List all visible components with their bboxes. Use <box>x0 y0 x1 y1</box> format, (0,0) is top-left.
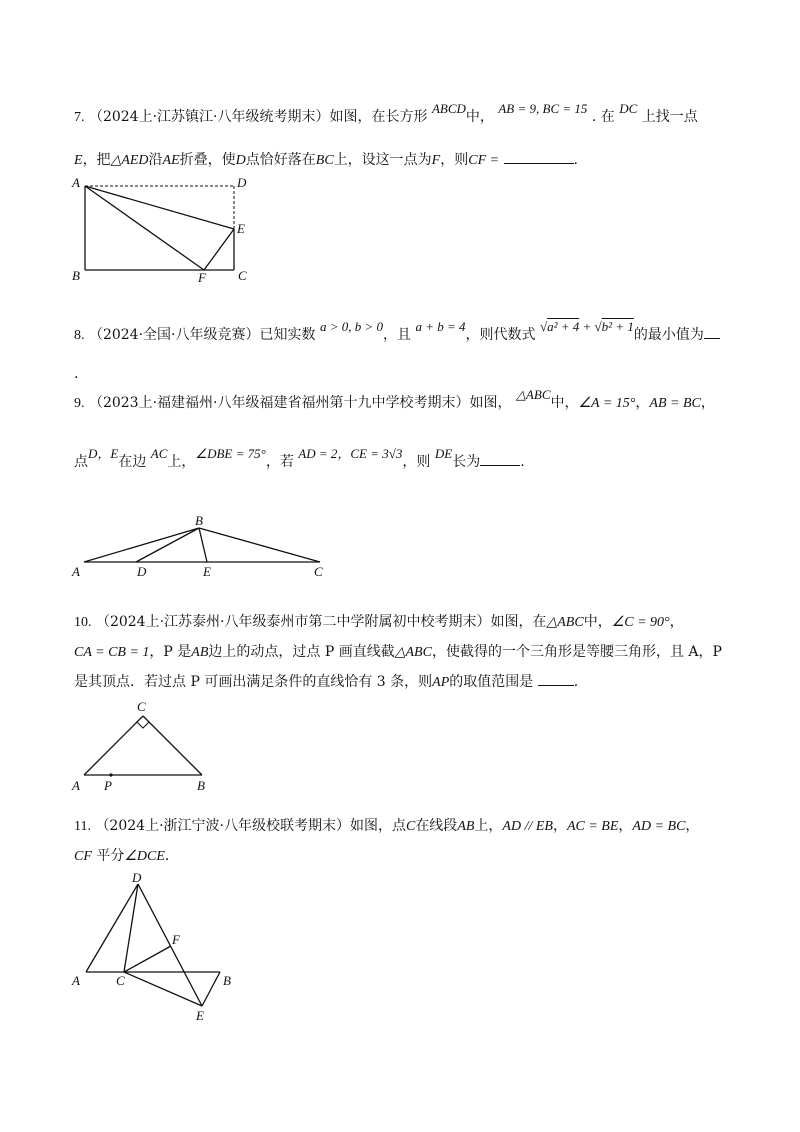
q9-line2-d: ，若 <box>265 454 294 470</box>
q9-eq: AB = BC <box>649 396 701 411</box>
q10-line2-b: ，P 是 <box>149 644 192 660</box>
q7-number: 7. <box>74 110 85 125</box>
q11-text1: 如图，点 <box>349 818 406 834</box>
q8-text3: ，则代数式 <box>465 327 536 343</box>
q10-label-a: A <box>72 778 80 793</box>
q8-answer-blank[interactable] <box>704 326 720 339</box>
q7-pt-d: D <box>235 153 246 168</box>
q9-line2-e: ，则 <box>402 454 431 470</box>
q9-figure <box>68 512 338 582</box>
q7-pt-e: E <box>74 153 83 168</box>
q8-cond: a > 0, b > 0 <box>319 319 383 334</box>
q7-text4: 上找一点 <box>641 109 698 125</box>
q11-edge-ce <box>124 972 202 1006</box>
q11-edge-de <box>138 884 202 1006</box>
q11-c3: ， <box>685 818 700 834</box>
q10-line2-c: 边上的动点，过点 P 画直线截 <box>208 644 395 660</box>
q7-line2 <box>74 151 578 170</box>
q8-text1: 已知实数 <box>259 327 316 343</box>
q7-source: （2024上·江苏镇江·八年级统考期末） <box>88 109 330 125</box>
q7-rect-name: ABCD <box>431 101 466 116</box>
q11-source: （2024上·浙江宁波·八年级校联考期末） <box>95 818 350 834</box>
q11-edge-eb <box>202 972 220 1006</box>
q7-label-e: E <box>237 221 245 236</box>
q7-text3: . 在 <box>591 109 615 125</box>
q10-label-b: B <box>197 778 205 793</box>
q8-line2 <box>74 365 78 383</box>
q10-tri: △ABC <box>546 615 584 630</box>
q10-line3-b: 的取值范围是 <box>449 674 534 690</box>
q7-line2-f: ，则 <box>440 152 469 168</box>
q7-side-bc: BC <box>315 153 334 168</box>
q7-label-c: C <box>238 268 247 282</box>
q10-number: 10. <box>74 615 92 630</box>
q9-end: . <box>520 454 525 470</box>
q7-label-d: D <box>237 175 247 190</box>
q7-figure <box>68 172 268 282</box>
q7-label-f: F <box>198 270 206 282</box>
q7-ask: CF = <box>468 153 500 168</box>
q11-label-d: D <box>132 870 142 885</box>
q11-pt-c: C <box>405 819 416 834</box>
q9-label-d: D <box>137 564 147 579</box>
q11-label-b: B <box>223 973 231 988</box>
q11-bisects: 平分 <box>96 848 125 864</box>
q10-line2-d: ，使截得的一个三角形是等腰三角形，且 A，P <box>431 644 722 660</box>
q9-edge-ab <box>84 528 199 562</box>
q7-line2-a: ，把 <box>82 152 111 168</box>
q10-point-p <box>109 773 112 776</box>
q9-label-c: C <box>314 564 323 579</box>
q9-source: （2023上·福建福州·八年级福建省福州第十九中学校考期末） <box>88 395 470 411</box>
q11-label-a: A <box>72 973 80 988</box>
q11-edge-cf <box>124 946 171 972</box>
q7-given: AB = 9, BC = 15 <box>498 101 588 116</box>
q10-tri2: △ABC <box>394 645 432 660</box>
q9-angle: ∠DBE = 75° <box>195 446 266 461</box>
q10-line3-a: 是其顶点．若过点 P 可画出满足条件的直线恰有 3 条，则 <box>74 674 433 690</box>
q8-expr: √a² + 4 + √b² + 1 <box>539 319 634 334</box>
q10-end: . <box>573 674 579 690</box>
q11-text2: 在线段 <box>415 818 458 834</box>
q11-c2: ， <box>618 818 633 834</box>
q11-edge-dc <box>124 884 138 972</box>
q9-line2-f: 长为 <box>452 454 481 470</box>
q8-text2: ，且 <box>382 327 411 343</box>
q7-edge-af <box>85 186 204 270</box>
q11-label-f: F <box>172 932 180 947</box>
q9-line2-b: 在边 <box>118 454 147 470</box>
q7-label-b: B <box>72 268 80 282</box>
q9-comma: ， <box>635 395 650 411</box>
q7-line2-e: 上，设这一点为 <box>333 152 432 168</box>
q10-edge-ac <box>84 716 143 775</box>
q8-line1 <box>74 319 720 345</box>
q9-side: AC <box>150 446 168 461</box>
q11-c1: ， <box>552 818 567 834</box>
q11-label-e: E <box>196 1008 204 1020</box>
q7-edge-ae <box>85 186 234 229</box>
q9-angle-a: ∠A = 15° <box>578 396 636 411</box>
q11-par: AD // EB <box>502 819 553 834</box>
q10-text2: 中， <box>583 614 612 630</box>
q10-text1: 如图，在 <box>490 614 547 630</box>
q10-line3 <box>74 673 578 692</box>
q11-line1 <box>74 817 699 836</box>
q10-right-angle-mark <box>137 722 149 728</box>
q7-line2-b: 沿 <box>148 152 163 168</box>
q9-vals: AD = 2，CE = 3√3 <box>298 446 403 461</box>
q9-edge-bd <box>136 528 199 562</box>
q7-pt-f: F <box>431 153 441 168</box>
q10-answer-blank[interactable] <box>538 673 574 686</box>
q9-label-b: B <box>195 513 203 528</box>
q11-line2 <box>74 847 179 866</box>
q9-number: 9. <box>74 396 85 411</box>
q8-source: （2024·全国·八年级竞赛） <box>88 327 260 343</box>
q10-figure <box>68 697 218 797</box>
q10-label-p: P <box>104 778 112 793</box>
q10-line2 <box>74 643 722 662</box>
q10-ap: AP <box>432 675 450 690</box>
q11-number: 11. <box>74 819 91 834</box>
q11-text3: 上， <box>474 818 503 834</box>
q8-expr1: a² + 4 <box>547 319 580 334</box>
q7-tri: △AED <box>110 153 149 168</box>
q9-seg: DE <box>434 446 453 461</box>
q10-source: （2024上·江苏泰州·八年级泰州市第二中学附属初中校考期末） <box>95 614 491 630</box>
q11-cf: CF <box>74 849 92 864</box>
q8-end: . <box>74 366 79 382</box>
q7-text2: 中， <box>465 109 494 125</box>
q7-label-a: A <box>72 175 80 190</box>
q7-side: DC <box>619 101 638 116</box>
q11-eq2: AD = BC <box>632 819 686 834</box>
q7-text1: 如图，在长方形 <box>329 109 428 125</box>
q10-label-c: C <box>137 699 146 714</box>
q8-text4: 的最小值为 <box>633 327 704 343</box>
q7-line2-d: 点恰好落在 <box>245 152 316 168</box>
q11-angle: ∠DCE <box>124 849 165 864</box>
q9-label-a: A <box>72 564 80 579</box>
q10-line2-a: CA = CB = 1 <box>74 645 150 660</box>
q8-expr2: b² + 1 <box>601 319 634 334</box>
q11-end: ． <box>164 848 179 864</box>
q9-line2-a: 点 <box>74 454 88 470</box>
q9-edge-bc <box>199 528 320 562</box>
q9-text2: 中， <box>550 395 579 411</box>
q9-text1: 如图， <box>469 395 512 411</box>
q8-sum: a + b = 4 <box>415 319 466 334</box>
q9-answer-blank[interactable] <box>480 453 520 466</box>
q10-edge-cb <box>143 716 202 775</box>
q7-line1 <box>74 101 698 127</box>
q11-edge-ad <box>86 884 138 972</box>
q10-line1: 10. （2024上·江苏泰州·八年级泰州市第二中学附属初中校考期末）如图，在△ABC中，∠C = 90°， <box>74 614 684 630</box>
q9-line2-c: 上， <box>167 454 196 470</box>
q9-line2 <box>74 446 525 471</box>
q11-eq1: AC = BE <box>566 819 619 834</box>
q9-tri: △ABC <box>515 387 551 402</box>
q7-edge-fe <box>204 229 234 270</box>
q8-plus: + <box>582 319 592 334</box>
q9-pts: D，E <box>88 446 119 461</box>
q9-label-e: E <box>203 564 211 579</box>
q7-fold-line: AE <box>162 153 180 168</box>
q10-seg: AB <box>191 645 209 660</box>
q8-number: 8. <box>74 328 85 343</box>
q11-seg: AB <box>457 819 475 834</box>
q10-angle-c: ∠C = 90° <box>611 615 670 630</box>
q9-edge-be <box>199 528 207 562</box>
q11-figure <box>66 870 246 1020</box>
q11-label-c: C <box>116 973 125 988</box>
q7-line2-c: 折叠，使 <box>179 152 236 168</box>
q9-line1: 9. （2023上·福建福州·八年级福建省福州第十九中学校考期末）如图， △ABC中，∠A = 15°，AB = BC， <box>74 387 715 411</box>
q7-answer-blank[interactable] <box>504 151 574 164</box>
q7-end: . <box>573 152 578 168</box>
